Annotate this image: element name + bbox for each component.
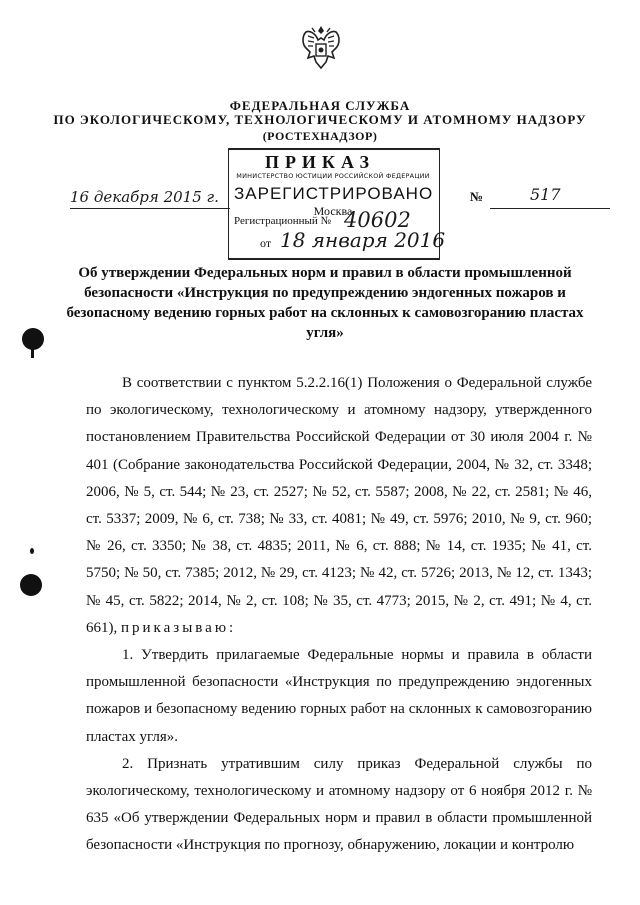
body-paragraph-1 — [86, 370, 592, 642]
order-body — [86, 370, 592, 860]
date-underline — [70, 208, 230, 209]
agency-name-line1: ФЕДЕРАЛЬНАЯ СЛУЖБА — [229, 98, 411, 113]
scan-dot — [30, 548, 34, 554]
agency-short-name: (РОСТЕХНАДЗОР) — [262, 129, 378, 143]
order-number: 517 — [530, 185, 561, 204]
order-date: 16 декабря 2015 г. — [70, 188, 219, 206]
stamp-reg-number-label: Регистрационный № — [234, 215, 332, 227]
punch-hole-bottom — [20, 574, 42, 596]
stamp-ministry: МИНИСТЕРСТВО ЮСТИЦИИ РОССИЙСКОЙ ФЕДЕРАЦИИ — [236, 172, 430, 180]
stamp-city: Москва — [313, 204, 353, 218]
body-paragraph-2: 1. Утвердить прилагаемые Федеральные нормы и правила в области промышленной безопасности «Инструкция по предупреждению эндогенных пожаров и безопасному ведению горных работ на склонных к самовозгоранию пластах угля». — [86, 647, 592, 745]
body-paragraph-1-text: В соответствии с пунктом 5.2.2.16(1) Положения о Федеральной службе по экологическому, технологическому и атомному надзору, утвержденного постановлением Правительства Российской Федерации от 30 июля 2004 г. № 401 (Собрание законодательства Российской Федерации, 2004, № 32, ст. 3348; 2006, № 5, ст. 544; № 23, ст. 2527; № 52, ст. 5587; 2008, № 22, ст. 2581; № 46, ст. 5337; 2009, № 6, ст. 738; № 33, ст. 4081; № 49, ст. 5976; 2010, № 9, ст. 960; № 26, ст. 3350; № 38, ст. 4835; 2011, № 6, ст. 888; № 14, ст. 1935; № 41, ст. 5750; № 50, ст. 7385; 2012, № 29, ст. 4123; № 42, ст. 5726; 2013, № 12, ст. 1343; № 45, ст. 5822; 2014, № 2, ст. 108; № 35, ст. 4773; 2015, № 2, ст. 491; № 4, ст. 661), — [86, 375, 592, 636]
stamp-date-label: от — [260, 236, 272, 250]
stamp-status: ЗАРЕГИСТРИРОВАНО — [234, 184, 434, 203]
russian-coat-of-arms-icon — [296, 22, 346, 74]
punch-hole-tail — [31, 348, 34, 358]
stamp-reg-number-value: 40602 — [344, 208, 411, 232]
order-number-label: № — [470, 189, 484, 204]
body-paragraph-3: 2. Признать утратившим силу приказ Федеральной службы по экологическому, технологическому и атомному надзору от 6 ноября 2012 г. № 635 «Об утверждении Федеральных норм и правил в области промышленной безопасности «Инструкция по прогнозу, обнаружению, локации и контролю — [86, 755, 592, 854]
agency-name-line2: ПО ЭКОЛОГИЧЕСКОМУ, ТЕХНОЛОГИЧЕСКОМУ И АТОМНОМУ НАДЗОРУ — [53, 112, 587, 127]
order-verb: приказываю — [121, 619, 230, 636]
order-title: Об утверждении Федеральных норм и правил в области промышленной безопасности «Инструкция по предупреждению эндогенных пожаров и безопасному ведению горных работ на склонных к самовозгоранию пластах угля» — [66, 265, 584, 341]
punch-hole-top — [22, 328, 44, 350]
number-underline — [490, 208, 610, 209]
stamp-date-value: 18 января 2016 — [280, 228, 446, 252]
document-type-heading: ПРИКАЗ — [264, 152, 376, 172]
order-verb-colon: : — [229, 619, 234, 636]
